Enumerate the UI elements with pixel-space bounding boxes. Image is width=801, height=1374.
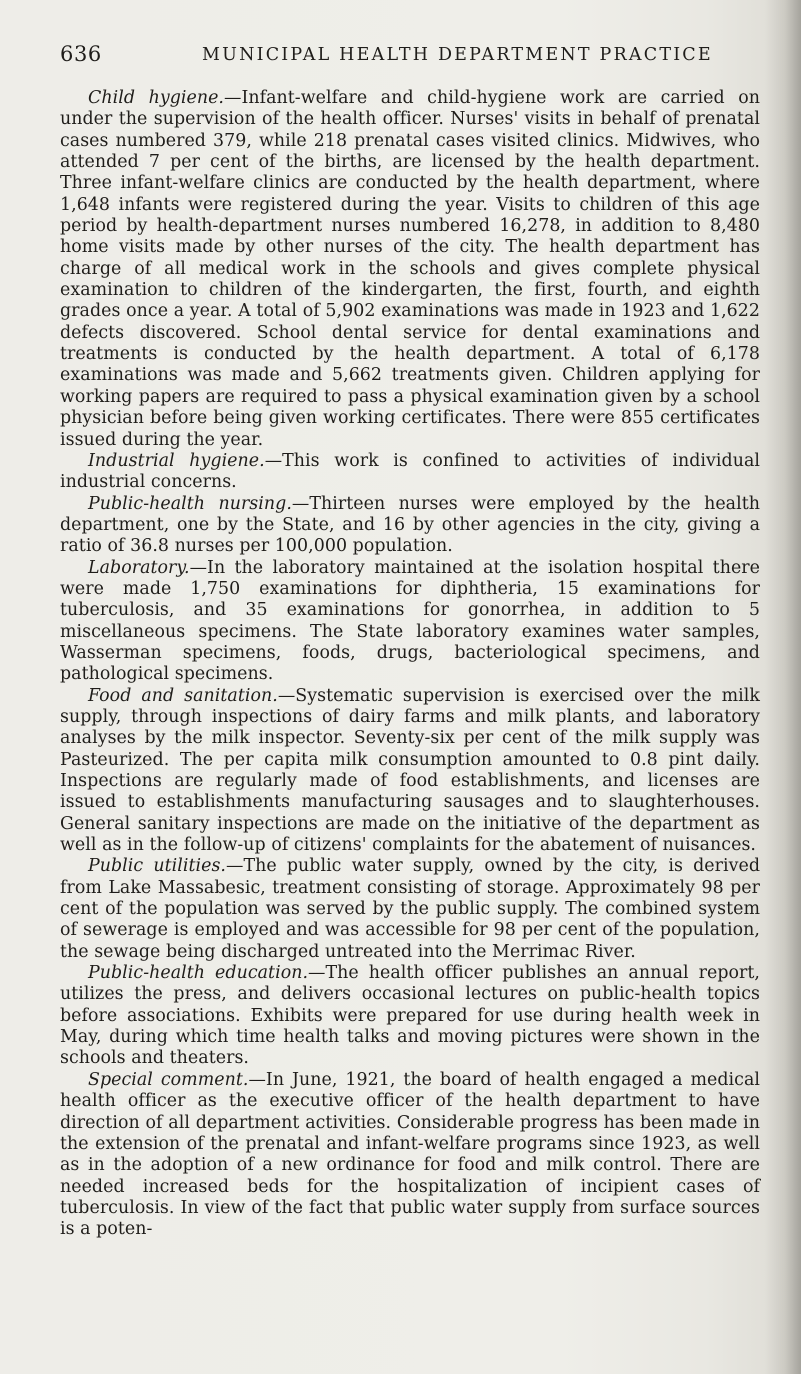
section-lead: Industrial hygiene.: [88, 450, 265, 471]
section-lead: Public-health education.: [88, 963, 309, 984]
paragraph-food-and-sanitation: [60, 686, 760, 857]
paragraph-text: —Thirteen nurses were employed by the health department, one by the State, and 16 by other agencies in the city, giving a ratio of 36.8 nurses per 100,000 population.: [60, 493, 760, 557]
section-lead: Public utilities.: [88, 856, 227, 877]
paragraph-special-comment: [60, 1070, 760, 1241]
page-gutter-shadow: [765, 0, 801, 1374]
page-header: [60, 42, 750, 66]
paragraph-child-hygiene: [60, 88, 760, 451]
section-lead: Special comment.: [88, 1069, 249, 1090]
paragraph-public-health-education: [60, 963, 760, 1070]
section-lead: Laboratory.: [88, 557, 190, 578]
paragraph-public-utilities: [60, 856, 760, 963]
paragraph-laboratory: [60, 558, 760, 686]
paragraph-text: —The health officer publishes an annual report, utilizes the press, and delivers occasional lectures on public-health topics before associations. Exhibits were prepared for use during health week in May, during which time health talks and moving pictures were shown in the schools and theaters.: [60, 963, 761, 1069]
running-head: MUNICIPAL HEALTH DEPARTMENT PRACTICE: [202, 45, 713, 65]
section-lead: Child hygiene.: [88, 88, 224, 108]
section-lead: Public-health nursing.: [88, 493, 292, 514]
body-text: [60, 88, 760, 1241]
paragraph-text: —Systematic supervision is exercised over the milk supply, through inspections of dairy farms and milk plants, and laboratory analyses by the milk inspector. Seventy-six per cent of the milk supply was Pasteurized. The per capita milk consumption amounted to 0.8 pint daily. Inspections are regularly made of food establishments, and licenses are issued to establishments manufacturing sausages and to slaughterhouses. General sanitary inspections are made on the initiative of the department as well as in the follow-up of citizens' complaints for the abatement of nuisances.: [60, 685, 760, 856]
paragraph-text: —In the laboratory maintained at the isolation hospital there were made 1,750 examinations for diphtheria, 15 examinations for tuberculosis, and 35 examinations for gonorrhea, in addition to 5 miscellaneous specimens. The State laboratory examines water samples, Wasserman specimens, foods, drugs, bacteriological specimens, and pathological specimens.: [60, 557, 760, 685]
paragraph-industrial-hygiene: [60, 451, 760, 494]
paragraph-text: —This work is confined to activities of individual industrial concerns.: [60, 450, 760, 493]
paragraph-public-health-nursing: [60, 494, 760, 558]
paragraph-text: —In June, 1921, the board of health engaged a medical health officer as the executive officer of the health department to have direction of all department activities. Considerable progress has been made in the extension of the prenatal and infant-welfare programs since 1923, as well as in the adoption of a new ordinance for food and milk control. There are needed increased beds for the hospitalization of incipient cases of tuberculosis. In view of the fact that public water supply from surface sources is a poten-: [60, 1069, 760, 1240]
paragraph-text: —The public water supply, owned by the city, is derived from Lake Massabesic, treatment consisting of storage. Approximately 98 per cent of the population was served by the public supply. The combined system of sewerage is employed and was accessible for 98 per cent of the population, the sewage being discharged untreated into the Merrimac River.: [60, 856, 761, 962]
section-lead: Food and sanitation.: [88, 685, 278, 706]
paragraph-text: —Infant-welfare and child-hygiene work are carried on under the supervision of the health officer. Nurses' visits in behalf of prenatal cases numbered 379, while 218 prenatal cases visited clinics. Midwives, who attended 7 per cent of the births, are licensed by the health department. Three infant-welfare clinics are conducted by the health department, where 1,648 infants were registered during the year. Visits to children of this age period by health-department nurses numbered 16,278, in addition to 8,480 home visits made by other nurses of the city. The health department has charge of all medical work in the schools and gives complete physical examination to children of the kindergarten, the first, fourth, and eighth grades once a year. A total of 5,902 examinations was made in 1923 and 1,622 defects discovered. School dental service for dental examinations and treatments is conducted by the health department. A total of 6,178 examinations was made and 5,662 treatments given. Children applying for working papers are required to pass a physical examination given by a school physician before being given working certificates. There were 855 certificates issued during the year.: [60, 88, 760, 450]
page-number: 636: [60, 42, 102, 66]
